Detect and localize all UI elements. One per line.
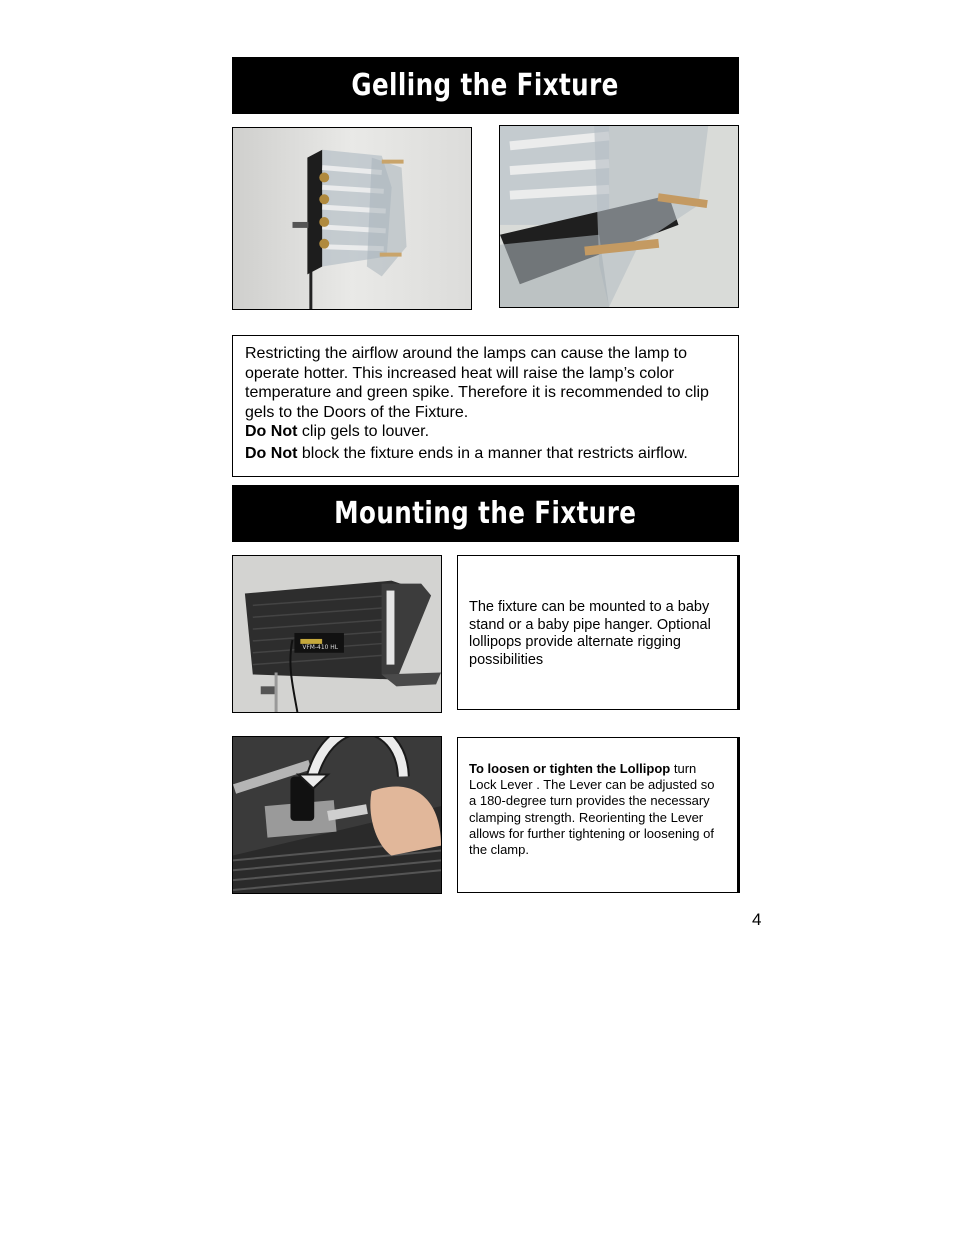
section-title-mounting: Mounting the Fixture xyxy=(232,485,739,542)
lollipop-lever-photo xyxy=(232,736,442,894)
lollipop-note-text: To loosen or tighten the Lollipop turn Lock Lever . The Lever can be adjusted so a 180-degree turn provides the necessary clamping strength. Reorienting the Lever allows for further tightening or loosening of the clamp. xyxy=(469,761,715,858)
gel-warning-airflow: Do Not block the fixture ends in a manner that restricts airflow. xyxy=(245,444,688,462)
section-title-gelling: Gelling the Fixture xyxy=(232,57,739,114)
gel-note-paragraph: Restricting the airflow around the lamps can cause the lamp to operate hotter. This increased heat will raise the lamp’s color temperature and green spike. Therefore it is recommended to clip gels to the Doors of the Fixture. xyxy=(245,345,709,421)
gel-warning-box xyxy=(232,335,739,477)
mount-note-box xyxy=(457,555,738,710)
gelled-fixture-photo xyxy=(232,127,472,310)
gel-clip-closeup-photo xyxy=(499,125,739,308)
lollipop-note-box xyxy=(457,737,738,893)
gel-warning-louver: Do Not clip gels to louver. xyxy=(245,423,430,440)
page-number: 4 xyxy=(752,910,762,929)
mount-note-text: The fixture can be mounted to a baby stand or a baby pipe hanger. Optional lollipops provide alternate rigging possibilities xyxy=(469,599,711,669)
fixture-mount-photo xyxy=(232,555,442,713)
fixture-label: VFM-410 HL xyxy=(302,643,339,651)
